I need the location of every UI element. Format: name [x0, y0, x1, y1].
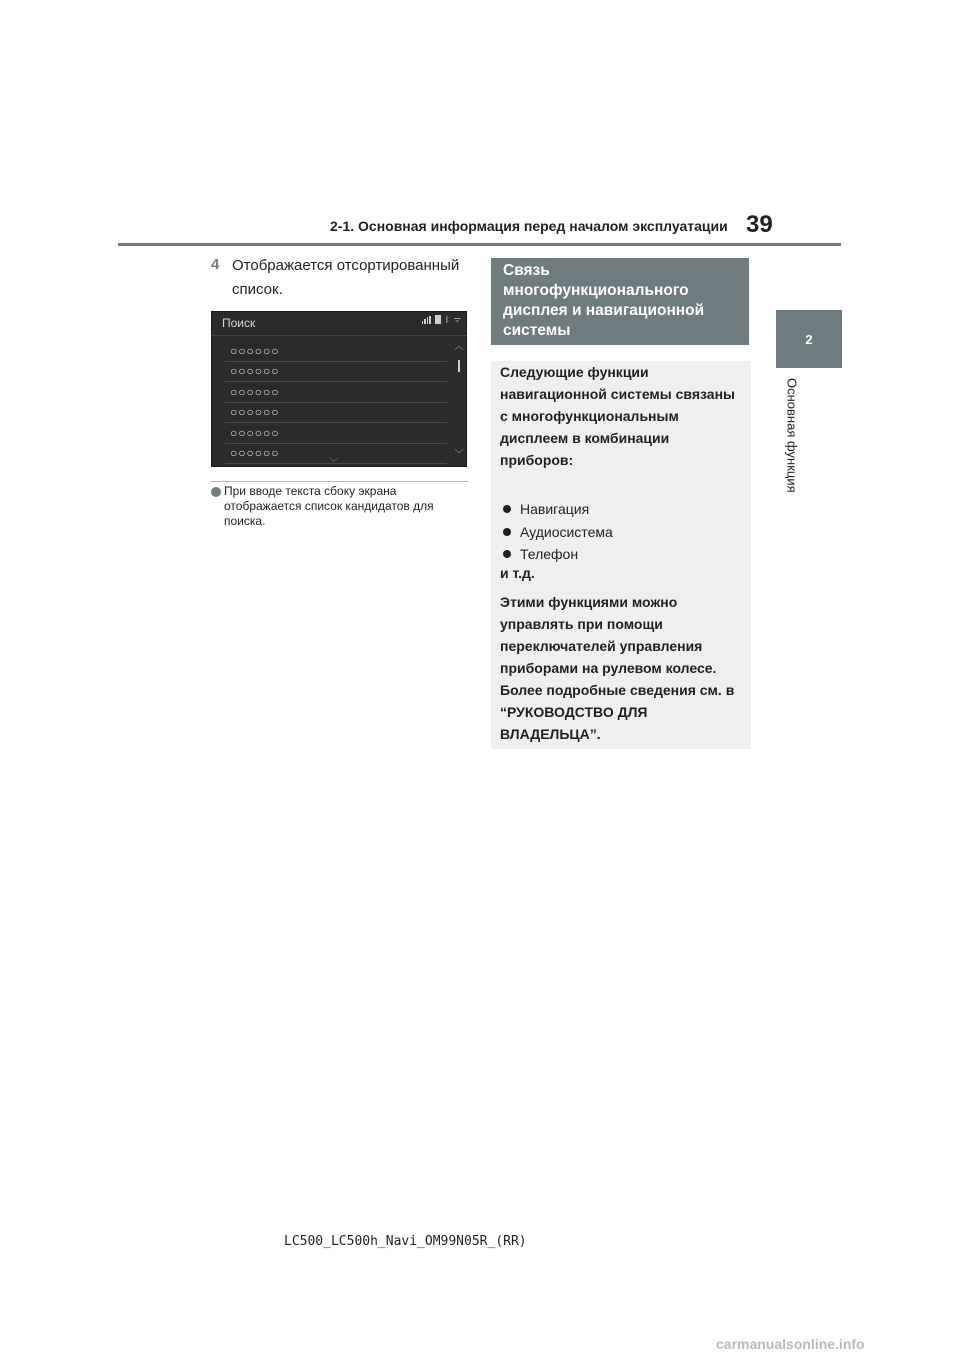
chapter-label-text: Основная функция [784, 378, 800, 493]
scroll-thumb[interactable] [458, 360, 460, 372]
chapter-tab [776, 310, 842, 368]
search-screen [211, 311, 467, 467]
battery-icon [435, 315, 441, 324]
more-chevron-icon: ﹀ [330, 458, 338, 467]
chapter-number: 2 [805, 331, 813, 347]
page-number: 39 [746, 211, 773, 238]
note-bullet-icon [211, 487, 221, 497]
info-box-header [491, 258, 749, 345]
screen-title: Поиск [222, 316, 256, 330]
note-divider [211, 481, 468, 482]
status-bar [422, 315, 461, 324]
list-item: Телефон [500, 543, 740, 566]
info-box-intro: Следующие функции навигационной системы связаны с многофункциональным дисплеем в комбинации приборов: [500, 364, 735, 468]
watermark: carmanualsonline.info [716, 1336, 865, 1352]
wifi-icon: ᯤ [453, 315, 461, 324]
bullet-icon [503, 550, 511, 558]
section-title: 2-1. Основная информация перед началом эксплуатации [330, 218, 728, 234]
list-item[interactable]: ○○○○○○ [225, 362, 447, 383]
info-box-list [500, 498, 740, 566]
header-rule [118, 243, 841, 246]
step-number: 4 [211, 256, 220, 273]
list-item[interactable]: ○○○○○○ [225, 423, 447, 444]
bullet-icon [503, 505, 511, 513]
list-item: Аудиосистема [500, 521, 740, 544]
signal-icon [422, 316, 431, 324]
list-item[interactable]: ○○○○○○ [225, 403, 447, 424]
list-item[interactable]: ○○○○○○ [225, 341, 447, 362]
info-box-body [491, 361, 751, 749]
candidate-list [225, 341, 447, 464]
step-text: Отображается отсортированный список. [232, 257, 460, 298]
info-box-outro: Этими функциями можно управлять при помощи переключателей управления приборами на рулевом колесе. Более подробные сведения см. в “РУКОВОДСТВО ДЛЯ ВЛАДЕЛЬЦА”. [500, 594, 735, 742]
scrollbar[interactable] [453, 341, 465, 459]
chevron-down-icon[interactable]: ﹀ [454, 449, 464, 459]
info-box-title: Связь многофункционального дисплея и навигационной системы [503, 262, 705, 339]
list-item[interactable]: ○○○○○○ [225, 444, 447, 465]
list-item[interactable]: ○○○○○○ [225, 382, 447, 403]
chevron-up-icon[interactable]: ︿ [454, 341, 464, 351]
bullet-icon [503, 528, 511, 536]
document-code: LC500_LC500h_Navi_OM99N05R_(RR) [284, 1234, 527, 1249]
screen-divider [211, 335, 467, 336]
chapter-label [776, 378, 808, 518]
bluetooth-icon: ᛒ [444, 315, 450, 324]
info-box-etc: и т.д. [500, 565, 535, 581]
note-text: При вводе текста сбоку экрана отображается список кандидатов для поиска. [224, 484, 434, 528]
list-item: Навигация [500, 498, 740, 521]
